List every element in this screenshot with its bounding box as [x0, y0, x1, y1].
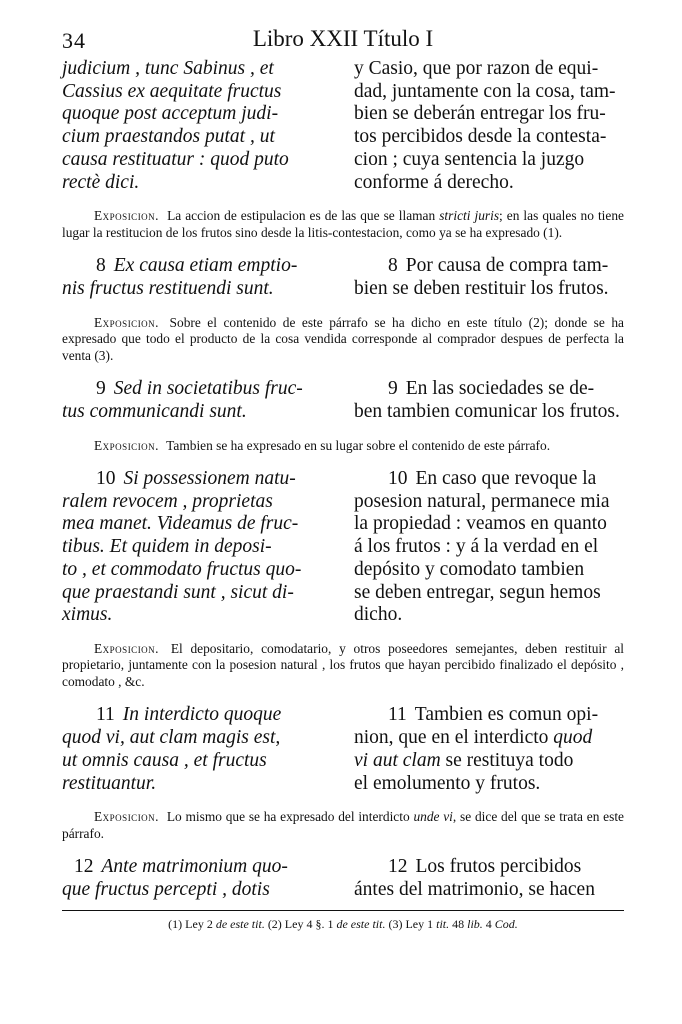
footnote-1-italic: de este tit.	[212, 916, 265, 931]
latin-line: quod vi, aut clam magis est,	[62, 727, 281, 749]
spanish-line: conforme á derecho.	[354, 171, 514, 193]
spanish-line: el emolumento y frutos.	[354, 772, 541, 794]
exposition-text: La accion de estipulacion es de las que se llaman	[167, 208, 440, 224]
paragraph-number: 9	[388, 378, 398, 400]
exposition-11	[62, 809, 624, 842]
paragraph-continuation	[62, 58, 624, 194]
spanish-line: bien se deberán entregar los fru-	[354, 103, 606, 125]
latin-line: Sed in societatibus fruc-	[113, 378, 303, 400]
spanish-line: y Casio, que por razon de equi-	[354, 58, 599, 79]
spanish-line: nion, que en el interdicto	[354, 727, 554, 749]
spanish-column	[354, 468, 624, 627]
spanish-line: Tambien es comun opi-	[414, 704, 599, 726]
exposition-8	[62, 315, 624, 365]
spanish-line: posesion natural, permanece mia	[354, 490, 610, 512]
exposition-label: Exposicion.	[94, 809, 160, 825]
spanish-line: depósito y comodato tambien	[354, 558, 585, 580]
latin-column	[62, 255, 334, 300]
footnote-3: (3) Ley 1	[385, 916, 434, 931]
footnote-divider	[62, 910, 624, 911]
exposition-italic: stricti juris	[439, 208, 500, 224]
latin-column	[62, 58, 334, 194]
exposition-label: Exposicion.	[94, 208, 160, 224]
latin-line: to , et commodato fructus quo-	[62, 558, 302, 580]
paragraph-number: 12	[388, 856, 408, 878]
running-head: Libro XXII Título I	[252, 26, 434, 51]
paragraph-number: 10	[96, 468, 116, 490]
latin-column	[62, 468, 334, 627]
spanish-line: bien se deben restituir los frutos.	[354, 277, 609, 299]
footnote-3-italic: lib.	[464, 916, 483, 931]
exposition-1	[62, 208, 624, 241]
footnote-1: (1) Ley 2	[168, 916, 213, 931]
footnote-2: (2) Ley 4 §. 1	[264, 916, 334, 931]
exposition-text: Sobre el contenido de este párrafo se ha dicho en este título (2); donde se ha expresado que todo el producto de la cosa vendida corresponde al comprador despues de perfecta la venta (3).	[62, 314, 624, 363]
paragraph-number: 11	[96, 704, 115, 726]
latin-line: tus communicandi sunt.	[62, 400, 247, 422]
latin-line: que fructus percepti , dotis	[62, 878, 270, 900]
latin-column	[62, 378, 334, 423]
spanish-line: cion ; cuya sentencia la juzgo	[354, 148, 585, 170]
spanish-line: En caso que revoque la	[415, 468, 597, 490]
spanish-line: á los frutos : y á la verdad en el	[354, 536, 599, 558]
latin-line: ut omnis causa , et fructus	[62, 749, 267, 771]
latin-line: que praestandi sunt , sicut di-	[62, 581, 294, 603]
spanish-column	[354, 58, 624, 194]
footnote-3-number: 48	[449, 916, 465, 931]
paragraph-8	[62, 255, 624, 300]
page-header	[62, 24, 624, 58]
latin-line: tibus. Et quidem in deposi-	[62, 536, 272, 558]
paragraph-number: 9	[96, 378, 106, 400]
latin-column	[62, 856, 334, 901]
footnote-3-italic: Cod.	[491, 916, 518, 931]
latin-line: rectè dici.	[62, 171, 140, 193]
paragraph-number: 8	[388, 255, 398, 277]
latin-line: Cassius ex aequitate fructus	[62, 80, 282, 102]
spanish-column	[354, 378, 624, 423]
paragraph-number: 11	[388, 704, 407, 726]
spanish-line: tos percibidos desde la contesta-	[354, 126, 607, 148]
spanish-column	[354, 255, 624, 300]
spanish-line: se deben entregar, segun hemos	[354, 581, 601, 603]
spanish-line: ántes del matrimonio, se hacen	[354, 878, 595, 900]
spanish-line: dicho.	[354, 604, 403, 626]
latin-line: Si possessionem natu-	[123, 468, 296, 490]
latin-line: mea manet. Videamus de fruc-	[62, 513, 299, 535]
latin-line: Ante matrimonium quo-	[101, 856, 288, 878]
spanish-italic: quod	[553, 727, 593, 749]
exposition-label: Exposicion.	[94, 640, 160, 656]
paragraph-11	[62, 704, 624, 795]
spanish-line: ben tambien comunicar los frutos.	[354, 400, 620, 422]
paragraph-number: 8	[96, 255, 106, 277]
exposition-9	[62, 438, 624, 455]
footnote-3-number: 4	[482, 916, 492, 931]
latin-line: cium praestandos putat , ut	[62, 126, 275, 148]
paragraph-10	[62, 468, 624, 627]
latin-line: ralem revocem , proprietas	[62, 490, 273, 512]
exposition-text: Lo mismo que se ha expresado del interdicto	[166, 809, 414, 825]
footnotes	[62, 917, 624, 932]
exposition-label: Exposicion.	[94, 437, 160, 453]
footnote-2-italic: de este tit.	[333, 916, 386, 931]
latin-line: quoque post acceptum judi-	[62, 103, 279, 125]
latin-line: In interdicto quoque	[122, 704, 282, 726]
spanish-column	[354, 856, 624, 901]
page	[62, 24, 624, 932]
exposition-label: Exposicion.	[94, 314, 160, 330]
exposition-text: Tambien se ha expresado en su lugar sobre el contenido de este párrafo.	[166, 437, 551, 453]
exposition-italic: unde vi	[413, 809, 453, 825]
spanish-line: Por causa de compra tam-	[405, 255, 609, 277]
latin-line: judicium , tunc Sabinus , et	[62, 58, 274, 79]
spanish-line: la propiedad : veamos en quanto	[354, 513, 607, 535]
latin-line: Ex causa etiam emptio-	[113, 255, 298, 277]
latin-line: nis fructus restituendi sunt.	[62, 277, 274, 299]
spanish-line: En las sociedades se de-	[405, 378, 595, 400]
footnote-3-italic: tit.	[433, 916, 450, 931]
latin-line: ximus.	[62, 604, 113, 626]
latin-line: causa restituatur : quod puto	[62, 148, 289, 170]
paragraph-number: 10	[388, 468, 408, 490]
exposition-text: , se dice del que se trata en este párrafo.	[62, 809, 624, 841]
latin-column	[62, 704, 334, 795]
spanish-italic: vi aut clam	[354, 749, 441, 771]
spanish-line: se restituya todo	[440, 749, 574, 771]
paragraph-12	[62, 856, 624, 901]
spanish-line: dad, juntamente con la cosa, tam-	[354, 80, 616, 102]
latin-line: restituantur.	[62, 772, 157, 794]
paragraph-number: 12	[74, 856, 94, 878]
exposition-text: El depositario, comodatario, y otros poseedores semejantes, deben restituir al propietario, juntamente con la posesion natural , los frutos que hayan percibido finalizado el depósito , comodato , &c.	[62, 640, 624, 689]
paragraph-9	[62, 378, 624, 423]
spanish-line: Los frutos percibidos	[415, 856, 582, 878]
exposition-text: ; en las quales no tiene lugar la restitucion de los frutos sino desde la litis-contestacion, como ya se ha expresado (1).	[62, 208, 624, 240]
spanish-column	[354, 704, 624, 795]
exposition-10	[62, 641, 624, 691]
page-number: 34	[62, 28, 86, 53]
